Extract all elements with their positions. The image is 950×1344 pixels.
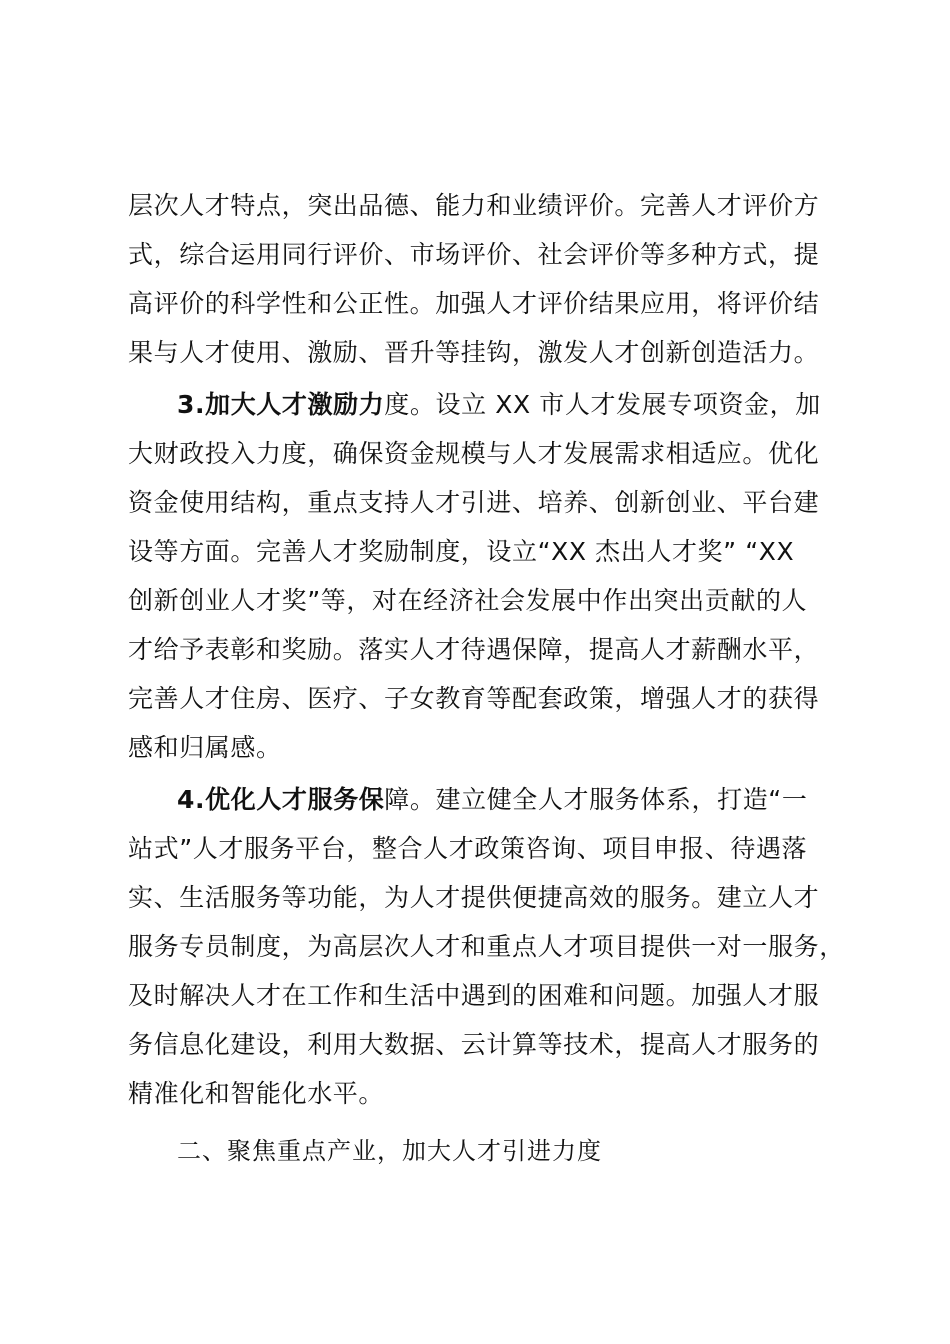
paragraph-line: 感和归属感。: [128, 733, 282, 762]
section-3-text: 度。设立 XX 市人才发展专项资金，加: [384, 390, 821, 419]
section-3-first-line: [177, 389, 897, 421]
paragraph-line: 创新创业人才奖”等，对在经济社会发展中作出突出贡献的人: [128, 586, 808, 615]
paragraph-line: 精准化和智能化水平。: [128, 1079, 385, 1108]
section-4-text: 障。建立健全人才服务体系，打造“一: [384, 785, 808, 814]
section-4-heading: 4.优化人才服务保: [177, 785, 385, 814]
paragraph-line: 及时解决人才在工作和生活中遇到的困难和问题。加强人才服: [128, 981, 820, 1010]
section-3-heading: 3.加大人才激励力: [177, 390, 385, 419]
paragraph-line: 式，综合运用同行评价、市场评价、社会评价等多种方式，提: [128, 240, 820, 269]
paragraph-line: 资金使用结构，重点支持人才引进、培养、创新创业、平台建: [128, 488, 820, 517]
section-heading: 二、聚焦重点产业，加大人才引进力度: [177, 1137, 602, 1165]
paragraph-line: 实、生活服务等功能，为人才提供便捷高效的服务。建立人才: [128, 883, 820, 912]
paragraph-line: 设等方面。完善人才奖励制度，设立“XX 杰出人才奖” “XX: [128, 537, 795, 566]
paragraph-line: 务信息化建设，利用大数据、云计算等技术，提高人才服务的: [128, 1030, 820, 1059]
paragraph-line: 站式”人才服务平台，整合人才政策咨询、项目申报、待遇落: [128, 834, 808, 863]
paragraph-line: 果与人才使用、激励、晋升等挂钩，激发人才创新创造活力。: [128, 338, 820, 367]
paragraph-line: 大财政投入力度，确保资金规模与人才发展需求相适应。优化: [128, 439, 820, 468]
paragraph-line: 服务专员制度，为高层次人才和重点人才项目提供一对一服务，: [128, 932, 845, 961]
section-4-first-line: [177, 784, 897, 816]
paragraph-line: 层次人才特点，突出品德、能力和业绩评价。完善人才评价方: [128, 191, 820, 220]
paragraph-line: 完善人才住房、医疗、子女教育等配套政策，增强人才的获得: [128, 684, 820, 713]
paragraph-line: 才给予表彰和奖励。落实人才待遇保障，提高人才薪酬水平，: [128, 635, 820, 664]
paragraph-line: 高评价的科学性和公正性。加强人才评价结果应用，将评价结: [128, 289, 820, 318]
